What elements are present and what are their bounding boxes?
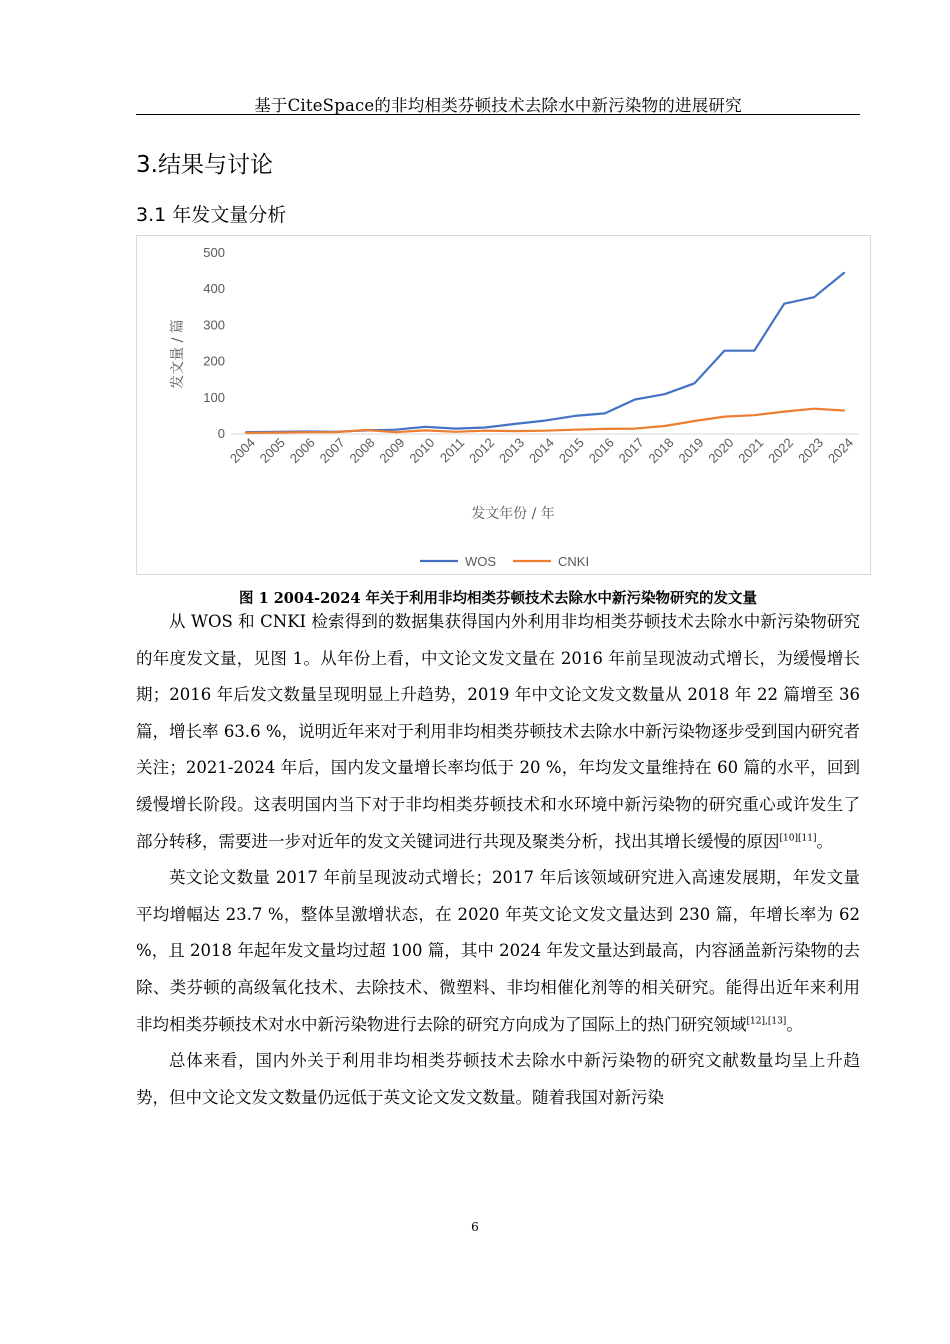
x-tick-label: 2015 (555, 434, 587, 466)
series-line-wos (246, 273, 844, 432)
chart-svg (137, 236, 872, 576)
subsection-heading: 3.1 年发文量分析 (136, 204, 287, 226)
body-text (136, 604, 860, 1116)
page-number: 6 (471, 1220, 479, 1234)
x-tick-label: 2019 (675, 434, 707, 466)
x-tick-label: 2011 (436, 434, 468, 466)
citation-12-13: [12],[13] (746, 1016, 787, 1027)
citation-10-11: [10][11] (779, 833, 817, 844)
x-tick-label: 2009 (376, 434, 408, 466)
y-tick-label: 100 (203, 389, 225, 405)
x-tick-label: 2023 (795, 434, 827, 466)
x-tick-label: 2018 (645, 434, 677, 466)
x-tick-label: 2014 (525, 434, 558, 466)
x-tick-label: 2016 (585, 434, 617, 466)
paragraph-2 (136, 860, 860, 1043)
paragraph-2-end: 。 (786, 1014, 803, 1034)
x-tick-label: 2013 (496, 434, 528, 466)
paragraph-1-text: 从 WOS 和 CNKI 检索得到的数据集获得国内外利用非均相类芬顿技术去除水中新污染物研究的年度发文量，见图 1。从年份上看，中文论文发文量在 2016 年前呈现波动式增长，为缓慢增长期；2016 年后发文数量呈现明显上升趋势，2019 年中文论文发文数量从 2018 年 22 篇增至 36 篇，增长率 63.6 %，说明近年来对于利用非均相类芬顿技术去除水中新污染物逐步受到国内研究者关注；2021-2024 年后，国内发文量增长率均低于 20 %，年均发文量维持在 60 篇的水平，回到缓慢增长阶段。这表明国内当下对于非均相类芬顿技术和水环境中新污染物的研究重心或许发生了部分转移，需要进一步对近年的发文关键词进行共现及聚类分析，找出其增长缓慢的原因 (136, 612, 860, 851)
paragraph-1 (136, 604, 860, 860)
x-tick-label: 2012 (466, 434, 498, 466)
x-tick-label: 2020 (705, 434, 737, 466)
paragraph-1-end: 。 (816, 831, 833, 851)
x-axis-title: 发文年份 / 年 (471, 506, 555, 522)
y-tick-label: 400 (203, 281, 225, 297)
x-tick-label: 2008 (346, 434, 378, 466)
header-rule (136, 114, 860, 115)
paragraph-3: 总体来看，国内外关于利用非均相类芬顿技术去除水中新污染物的研究文献数量均呈上升趋势，但中文论文发文数量仍远低于英文论文发文数量。随着我国对新污染 (136, 1051, 860, 1107)
x-tick-label: 2004 (226, 434, 258, 466)
x-tick-label: 2006 (286, 434, 318, 466)
y-axis-title: 发文量 / 篇 (170, 319, 186, 389)
running-header: 基于CiteSpace的非均相类芬顿技术去除水中新污染物的进展研究 (254, 96, 742, 115)
x-tick-label: 2024 (825, 434, 857, 466)
x-tick-label: 2021 (735, 434, 767, 466)
legend-label-wos: WOS (465, 554, 497, 569)
x-tick-label: 2005 (256, 434, 288, 466)
paragraph-2-text: 英文论文数量 2017 年前呈现波动式增长；2017 年后该领域研究进入高速发展期，年发文量平均增幅达 23.7 %，整体呈激增状态，在 2020 年英文论文发文量达到 230 篇，年增长率为 62 %，且 2018 年起年发文量均过超 100 篇，其中 2024 年发文量达到最高，内容涵盖新污染物的去除、类芬顿的高级氧化技术、去除技术、微塑料、非均相催化剂等的相关研究。能得出近年来利用非均相类芬顿技术对水中新污染物进行去除的研究方向成为了国际上的热门研究领域 (136, 868, 860, 1034)
y-tick-label: 0 (217, 426, 225, 441)
x-tick-label: 2022 (765, 434, 797, 466)
x-tick-label: 2007 (316, 434, 348, 466)
y-tick-label: 500 (203, 245, 225, 260)
legend-label-cnki: CNKI (558, 554, 590, 569)
y-tick-label: 300 (203, 317, 225, 333)
x-tick-label: 2010 (406, 434, 438, 466)
x-tick-label: 2017 (615, 434, 647, 466)
publication-chart (136, 235, 871, 575)
figure-caption: 图 1 2004-2024 年关于利用非均相类芬顿技术去除水中新污染物研究的发文量 (239, 590, 757, 607)
section-heading: 3.结果与讨论 (136, 152, 273, 178)
y-tick-label: 200 (203, 353, 225, 369)
